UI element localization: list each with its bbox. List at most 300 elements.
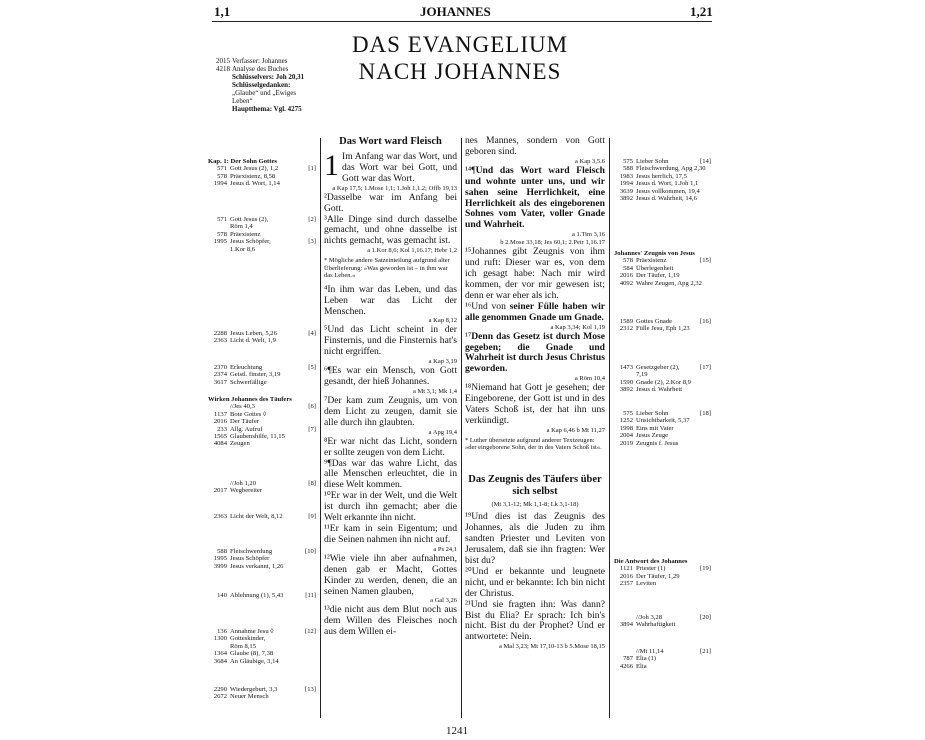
- reference-row: [614, 663, 711, 670]
- topic-label: Fülle Jesu, Eph 1,23: [636, 325, 690, 333]
- topic-number: 3684: [213, 657, 227, 665]
- metadata-text: Verfasser: Johannes: [232, 57, 288, 65]
- verse-marker: [20]: [700, 614, 711, 621]
- footnote: * Luther übersetzte aufgrund anderer Textzeugen: »der eingeborene Sohn, der in des Vaters Schoß ist«.: [465, 436, 602, 452]
- verse-6: ⁶¶Es war ein Mensch, von Gott gesandt, der hieß Johannes.: [324, 365, 457, 388]
- topic-number: 3892: [619, 386, 633, 394]
- topic-number: 571: [217, 165, 227, 173]
- topic-number: 787: [623, 655, 633, 663]
- topic-number: 4092: [619, 279, 633, 287]
- reference-row: [208, 628, 316, 635]
- topic-number: 1589: [619, 318, 633, 325]
- cross-reference: a Ps 24,1: [433, 545, 457, 553]
- topic-label: Gottes Gnade: [636, 318, 673, 325]
- topic-label: Annahme Jesu ◊: [230, 628, 274, 635]
- reference-row: [614, 417, 711, 424]
- topic-label: Gott Jesus (2),: [230, 216, 269, 223]
- verse-4: ⁴In ihm war das Leben, und das Leben war das Licht der Menschen.: [324, 283, 457, 317]
- cross-reference: a Mt 3,1; Mk 1,4: [412, 388, 457, 395]
- topic-label: Präexistenz, 8,58: [230, 172, 276, 180]
- verse-17-text: Denn das Gesetz ist durch Mose gegeben; die Gnade und Wahrheit ist durch Jesus Christus geworden.: [465, 330, 605, 375]
- reference-row: [614, 440, 711, 447]
- reference-row: [208, 364, 316, 371]
- reference-block: [614, 158, 711, 202]
- topic-label: Licht d. Welt, 1,9: [230, 337, 276, 345]
- topic-label: Jesus Zeuge: [636, 432, 669, 440]
- topic-number: 1995: [213, 555, 227, 563]
- verse-8: ⁸Er war nicht das Licht, sondern er sollte zeugen von dem Licht.: [324, 435, 457, 458]
- metadata-line: [216, 97, 366, 105]
- verse-marker: [8]: [308, 480, 316, 487]
- cross-reference: a Röm 10,4: [574, 375, 605, 383]
- column-rule-right: [609, 138, 610, 718]
- verse-7: ⁷Der kam zum Zeugnis, um von dem Licht zu zeugen, damit sie alle durch ihn glaubten.: [324, 395, 457, 428]
- reference-block: [208, 686, 316, 701]
- topic-number: 136: [217, 628, 227, 635]
- topic-number: 2017: [213, 487, 227, 495]
- topic-label: Jesus Leben, 5,26: [230, 330, 277, 337]
- cross-reference: a Kap 17,5; 1.Mose 1,1; 1.Joh 1,1.2; Offb 19,13: [332, 184, 457, 192]
- topic-label: Licht der Welt, 8,12: [230, 513, 283, 520]
- metadata-line: [216, 89, 366, 97]
- metadata-text: Analyse des Buches: [232, 65, 289, 73]
- topic-label: Jesus verkannt, 1,26: [230, 562, 284, 570]
- header-book-title: JOHANNES: [420, 4, 491, 19]
- topic-label: Der Täufer, 1,29: [636, 572, 680, 580]
- cross-reference: a Kap 3,34; Kol 1,19: [550, 323, 605, 331]
- verse-18: ¹⁸Niemand hat Gott je gesehen; der Eingeborene, der Gott ist und in des Vaters Schoß ist, der hat ihn uns verkündigt.: [465, 382, 605, 426]
- reference-row: [614, 379, 711, 386]
- topic-label: 1.Kor 8,6: [230, 245, 256, 253]
- verse-3: ³Alle Dinge sind durch dasselbe gemacht, und ohne dasselbe ist nichts gemacht, was gemacht ist.: [324, 213, 457, 247]
- verse-marker: [11]: [305, 592, 316, 599]
- topic-label: Glaubenshilfe, 11,15: [230, 433, 285, 441]
- reference-block: [208, 548, 316, 570]
- reference-block: [614, 410, 711, 447]
- cross-reference: a Kap 6,46 b Mt 11,27: [546, 426, 605, 434]
- cross-reference: a Kap 3,19: [428, 358, 457, 366]
- reference-block: [614, 250, 711, 287]
- topic-number: 3894: [619, 621, 633, 629]
- topic-number: 2312: [619, 325, 633, 333]
- topic-label: Jesus herrlich, 17,5: [636, 172, 687, 180]
- topic-number: 2016: [619, 572, 633, 580]
- topic-number: 1121: [620, 565, 633, 573]
- topic-label: Lieber Sohn: [636, 158, 669, 165]
- topic-number: 3639: [619, 187, 633, 195]
- topic-label: Präexistenz: [230, 230, 261, 238]
- topic-number: 578: [623, 257, 633, 265]
- reference-row: [208, 173, 316, 180]
- column-rule-left: [320, 138, 321, 718]
- topic-label: Gesetzgeber (2),: [636, 364, 680, 371]
- topic-label: Geistl. finster, 3,19: [230, 371, 281, 379]
- reference-block: [614, 318, 711, 333]
- verse-5: ⁵Und das Licht scheint in der Finsternis, und die Finsternis hat's nicht ergriffen.: [324, 324, 457, 358]
- reference-row: [208, 371, 316, 378]
- verse-14-number: ¹⁴¶: [465, 164, 476, 176]
- reference-row: [208, 693, 316, 700]
- verse-marker: [18]: [700, 410, 711, 417]
- topic-number: 2290: [213, 686, 227, 693]
- footnote: * Mögliche andere Satzeinteilung aufgrund alter Überlieferung: »Was geworden ist – in ihm war das Leben.«: [324, 257, 450, 280]
- topic-label: Bote Gottes ◊: [230, 410, 267, 418]
- verse-marker: [5]: [308, 364, 316, 371]
- reference-row: [614, 257, 711, 264]
- topic-label: //Mt 11,14: [636, 648, 664, 655]
- reference-block: [614, 558, 711, 588]
- text-column-2: [465, 136, 605, 651]
- verse-marker: [7]: [308, 425, 316, 433]
- topic-label: Elia (1): [636, 655, 656, 663]
- section-heading: Das Zeugnis des Täufers über sich selbst: [468, 473, 602, 497]
- verse-12: ¹²Wie viele ihn aber aufnahmen, denen gab er Macht, Gottes Kinder zu werden, denen, die an seinen Namen glauben,: [324, 552, 457, 597]
- topic-number: 2363: [213, 513, 227, 520]
- verse-marker: [1]: [308, 165, 316, 173]
- reference-heading: Kap. 1: Der Sohn Gottes: [208, 158, 277, 165]
- reference-block: [208, 330, 316, 345]
- reference-row: [208, 440, 316, 447]
- reference-row: [614, 432, 711, 439]
- cross-reference: a Kap 3,5.6: [575, 157, 605, 165]
- reference-row: [208, 246, 316, 253]
- metadata-line: [216, 65, 366, 73]
- verse-marker: [13]: [305, 686, 316, 693]
- reference-row: [208, 555, 316, 562]
- column-rule-center: [461, 138, 462, 718]
- right-reference-margin: [614, 158, 711, 718]
- reference-row: [614, 386, 711, 393]
- verse-2: ²Dasselbe war im Anfang bei Gott.: [324, 191, 457, 214]
- reference-row: [208, 403, 316, 410]
- reference-row: [614, 614, 711, 621]
- book-title-line-2: NACH JOHANNES: [358, 59, 562, 84]
- reference-row: [208, 513, 316, 520]
- topic-number: 578: [217, 230, 227, 238]
- cross-reference: a Kap 8,12: [428, 317, 457, 325]
- topic-number: 2672: [213, 693, 227, 701]
- reference-row: [208, 480, 316, 487]
- topic-number: 140: [217, 592, 227, 599]
- reference-row: [614, 173, 711, 180]
- reference-row: [614, 280, 711, 287]
- verse-13-continued: nes Mannes, sondern von Gott geboren sind.: [465, 135, 605, 157]
- verse-marker: [15]: [700, 257, 711, 265]
- topic-label: Eins mit Vater: [636, 424, 674, 432]
- reference-row: [614, 565, 711, 572]
- verse-21: ²¹Und sie fragten ihn: Was dann? Bist du Elia? Er sprach: Ich bin's nicht. Bist du der Prophet? Und er antwortete: Nein.: [465, 598, 605, 643]
- reference-row: [208, 330, 316, 337]
- verse-20: ²⁰Und er bekannte und leugnete nicht, und er bekannte: Ich bin nicht der Christus.: [465, 565, 605, 599]
- verse-marker: [6]: [308, 403, 316, 411]
- topic-number: 4266: [619, 662, 633, 670]
- topic-number: 1994: [213, 180, 227, 188]
- reference-block: [208, 396, 316, 448]
- metadata-line: [216, 73, 366, 81]
- reference-row: [614, 425, 711, 432]
- topic-number: 2019: [619, 439, 633, 447]
- topic-label: Fleischwerdung, Apg 2,30: [636, 165, 706, 173]
- topic-label: Glaube (8), 7,38: [230, 650, 274, 658]
- topic-label: Gott Jesus (2), 1,2: [230, 165, 279, 173]
- verse-marker: [10]: [305, 548, 316, 555]
- reference-row: [614, 188, 711, 195]
- verse-17-number: ¹⁷: [465, 330, 472, 342]
- verse-16-text: seiner Fülle haben wir alle genommen Gnade um Gnade.: [465, 300, 605, 323]
- topic-label: Der Täufer, 1,19: [636, 272, 680, 280]
- reference-row: [614, 410, 711, 417]
- topic-label: Präexistenz: [636, 257, 667, 265]
- topic-number: 2363: [213, 337, 227, 345]
- reference-row: [208, 180, 316, 187]
- topic-number: 2016: [619, 272, 633, 280]
- topic-label: Lieber Sohn: [636, 410, 669, 417]
- reference-row: [614, 272, 711, 279]
- reference-block: [208, 592, 316, 599]
- topic-label: Der Täufer: [230, 418, 259, 426]
- topic-label: Jesus Schöpfer: [230, 555, 270, 563]
- topic-number: 4084: [213, 440, 227, 448]
- topic-number: 578: [217, 172, 227, 180]
- reference-block: [614, 364, 711, 394]
- verse-17: [465, 332, 605, 376]
- verse-marker: [14]: [700, 158, 711, 165]
- reference-row: [614, 158, 711, 165]
- metadata-line: [216, 57, 366, 65]
- verse-marker: [16]: [700, 318, 711, 325]
- topic-number: 1364: [213, 650, 227, 658]
- metadata-text: Leben“: [232, 97, 253, 105]
- verse-9: ⁹¶Das war das wahre Licht, das alle Menschen erleuchtet, die in diese Welt kommen.: [324, 457, 457, 491]
- topic-label: Überlegenheit: [636, 264, 674, 272]
- topic-number: 1252: [619, 417, 633, 425]
- reference-row: [208, 426, 316, 433]
- metadata-text: „Glaube“ und „Ewiges: [232, 89, 297, 97]
- topic-number: 1565: [213, 433, 227, 441]
- verse-marker: [17]: [700, 364, 711, 371]
- drop-cap: 1: [324, 149, 339, 182]
- verse-16-lead: ¹⁶Und von: [465, 300, 510, 312]
- topic-label: Jesus d. Wahrheit: [636, 386, 683, 394]
- topic-number: 588: [623, 165, 633, 173]
- reference-row: [208, 592, 316, 599]
- topic-label: //Jes 40,3: [230, 403, 255, 411]
- verse-marker: [19]: [700, 565, 711, 573]
- metadata-text: Schlüsselgedanken:: [232, 81, 291, 89]
- reference-row: [614, 318, 711, 325]
- verse-10: ¹⁰Er war in der Welt, und die Welt ist durch ihn gemacht; aber die Welt erkannte ihn nicht.: [324, 490, 457, 524]
- topic-label: Leviten: [636, 580, 657, 588]
- topic-label: Gotteskinder,: [230, 635, 266, 643]
- topic-number: 1473: [619, 364, 633, 371]
- reference-row: [614, 648, 711, 655]
- reference-row: [208, 337, 316, 344]
- topic-label: Elia: [636, 662, 647, 670]
- topic-label: Priester (1): [636, 565, 666, 573]
- topic-label: Röm 8,15: [230, 642, 257, 650]
- verse-13: ¹³die nicht aus dem Blut noch aus dem Willen des Fleisches noch aus dem Willen ei-: [324, 604, 457, 638]
- topic-label: Jesus d. Wort, 1.Joh 1,1: [636, 180, 699, 188]
- verse-15: ¹⁵Johannes gibt Zeugnis von ihm und ruft: Dieser war es, von dem ich gesagt habe: Nach mir wird kommen, der vor mir gewesen ist; denn er war eher als ich.: [465, 246, 605, 301]
- topic-number: 2370: [213, 364, 227, 371]
- reference-row: [614, 325, 711, 332]
- page-number: 1241: [446, 725, 468, 737]
- topic-number: 4218: [216, 65, 230, 73]
- metadata-text: Hauptthema: Vgl. 4275: [232, 105, 302, 113]
- topic-number: 1300: [213, 635, 227, 643]
- topic-number: 584: [623, 264, 633, 272]
- header-rule: [212, 21, 712, 22]
- topic-label: Fleischwerdung: [230, 548, 273, 555]
- left-reference-margin: [208, 158, 316, 718]
- book-title-line-1: DAS EVANGELIUM: [351, 32, 569, 57]
- topic-label: Wiedergeburt, 3,3: [230, 686, 278, 693]
- metadata-line: [216, 81, 366, 89]
- topic-number: 571: [217, 216, 227, 223]
- topic-label: Neuer Mensch: [230, 693, 269, 701]
- topic-number: 1137: [214, 410, 227, 418]
- topic-number: 2357: [619, 580, 633, 588]
- reference-row: [614, 265, 711, 272]
- reference-row: [614, 364, 711, 371]
- reference-row: [208, 433, 316, 440]
- reference-row: [614, 371, 711, 378]
- reference-block: [208, 364, 316, 386]
- reference-row: [614, 195, 711, 202]
- topic-number: 1998: [619, 424, 633, 432]
- reference-block: [208, 158, 316, 188]
- reference-row: [208, 686, 316, 693]
- reference-row: [614, 180, 711, 187]
- topic-label: An Gläubige, 3,14: [230, 657, 279, 665]
- topic-number: 575: [623, 158, 633, 165]
- reference-row: [614, 580, 711, 587]
- topic-label: 7,19: [636, 371, 648, 379]
- cross-reference: a Gal 3,26: [430, 597, 457, 605]
- topic-label: Röm 1,4: [230, 223, 253, 231]
- reference-block: [208, 628, 316, 665]
- topic-number: 2288: [213, 330, 227, 337]
- reference-heading: Wirken Johannes des Täufers: [208, 396, 292, 403]
- topic-number: 575: [623, 410, 633, 417]
- topic-number: 1994: [619, 180, 633, 188]
- reference-block: [208, 480, 316, 495]
- reference-row: [614, 621, 711, 628]
- verse-marker: [9]: [308, 513, 316, 520]
- topic-number: 3999: [213, 562, 227, 570]
- topic-label: Schwerfällige: [230, 378, 267, 386]
- reference-row: [208, 238, 316, 245]
- topic-label: Wegbereiter: [230, 487, 263, 495]
- reference-block: [614, 648, 711, 670]
- reference-row: [208, 418, 316, 425]
- topic-label: //Joh 3,28: [636, 614, 663, 621]
- cross-reference: b 2.Mose 33,18; Jes 60,1; 2.Petr 1,16.17: [500, 239, 605, 247]
- topic-number: 2374: [213, 371, 227, 379]
- cross-reference: a Mal 3,23; Mt 17,10-13 b 5.Mose 18,15: [499, 643, 605, 651]
- topic-label: Zeugnis f. Jesus: [636, 439, 679, 447]
- reference-block: [614, 614, 711, 629]
- topic-number: 588: [217, 548, 227, 555]
- text-column-1: [324, 136, 457, 638]
- topic-label: Jesus d. Wahrheit, 14,6: [636, 195, 697, 203]
- reference-row: [208, 650, 316, 657]
- reference-heading: Johannes' Zeugnis von Jesus: [614, 250, 695, 257]
- reference-block: [208, 216, 316, 253]
- verse-marker: [3]: [308, 238, 316, 246]
- reference-row: [614, 655, 711, 662]
- topic-number: 1995: [213, 238, 227, 246]
- metadata-text: Schlüsselvers: Joh 20,31: [232, 73, 305, 81]
- reference-row: [208, 379, 316, 386]
- topic-label: Jesus Schöpfer,: [230, 238, 271, 246]
- topic-label: Gnade (2), 2.Kor 8,9: [636, 378, 691, 386]
- topic-number: 233: [217, 425, 227, 433]
- verse-1: [324, 149, 457, 185]
- topic-label: //Joh 1,20: [230, 480, 257, 487]
- topic-number: 2016: [213, 418, 227, 426]
- reference-row: [208, 165, 316, 172]
- reference-row: [208, 216, 316, 223]
- verse-11: ¹¹Er kam in sein Eigentum; und die Seinen nahmen ihn nicht auf.: [324, 522, 457, 545]
- reference-row: [208, 563, 316, 570]
- topic-label: Jesus d. Wort, 1,14: [230, 180, 280, 188]
- reference-row: [208, 411, 316, 418]
- verse-marker: [21]: [700, 648, 711, 655]
- reference-row: [208, 643, 316, 650]
- reference-row: [208, 658, 316, 665]
- reference-heading: Die Antwort des Johannes: [614, 558, 688, 565]
- cross-reference: a 1.Tim 3,16: [572, 231, 605, 239]
- header-chapter-end: 1,21: [690, 4, 713, 19]
- cross-reference: a Apg 19,4: [428, 428, 457, 436]
- topic-label: Unsichtbarkeit, 5,37: [636, 417, 690, 425]
- topic-label: Wahrhaftigkeit: [636, 621, 676, 629]
- parallel-references: (Mt 3,1-12; Mk 1,1-8; Lk 3,1-18): [491, 500, 579, 508]
- topic-number: 3892: [619, 195, 633, 203]
- header-chapter-start: 1,1: [214, 4, 231, 19]
- topic-number: 2004: [619, 432, 633, 440]
- cross-reference: a 1.Kor 8,6; Kol 1,16.17; Hebr 1,2: [367, 247, 457, 255]
- verse-1-text: Im Anfang war das Wort, und das Wort war bei Gott, und Gott war das Wort.: [342, 151, 457, 184]
- reference-row: [208, 487, 316, 494]
- section-heading: Das Wort ward Fleisch: [339, 136, 442, 147]
- reference-row: [208, 223, 316, 230]
- reference-row: [208, 635, 316, 642]
- topic-label: Erleuchtung: [230, 364, 263, 371]
- verse-marker: [12]: [305, 628, 316, 635]
- reference-row: [614, 165, 711, 172]
- verse-marker: [4]: [308, 330, 316, 337]
- topic-label: Zeugen: [230, 440, 250, 448]
- topic-label: Ablehnung (1), 5,43: [230, 592, 284, 599]
- reference-row: [614, 573, 711, 580]
- metadata-line: [216, 105, 366, 113]
- topic-label: Wahre Zeugen, Apg 2,32: [636, 279, 702, 287]
- topic-number: 1590: [619, 378, 633, 386]
- topic-label: Jesus vollkommen, 19,4: [636, 187, 700, 195]
- reference-block: [208, 513, 316, 520]
- reference-row: [208, 231, 316, 238]
- reference-row: [208, 548, 316, 555]
- verse-14-text: Und das Wort ward Fleisch und wohnte unter uns, und wir sahen seine Herrlichkeit, eine Herrlichkeit als des eingeborenen Sohnes vom Vater, voller Gnade und Wahrheit.: [465, 164, 605, 231]
- topic-number: 2015: [216, 57, 230, 65]
- topic-number: 3617: [213, 378, 227, 386]
- verse-16: [465, 302, 605, 324]
- topic-number: 1983: [619, 172, 633, 180]
- verse-19: ¹⁹Und dies ist das Zeugnis des Johannes, als die Juden zu ihm sandten Priester und Leviten von Jerusalem, daß sie ihn fragten: Wer bist du?: [465, 511, 605, 566]
- verse-14: [465, 166, 605, 231]
